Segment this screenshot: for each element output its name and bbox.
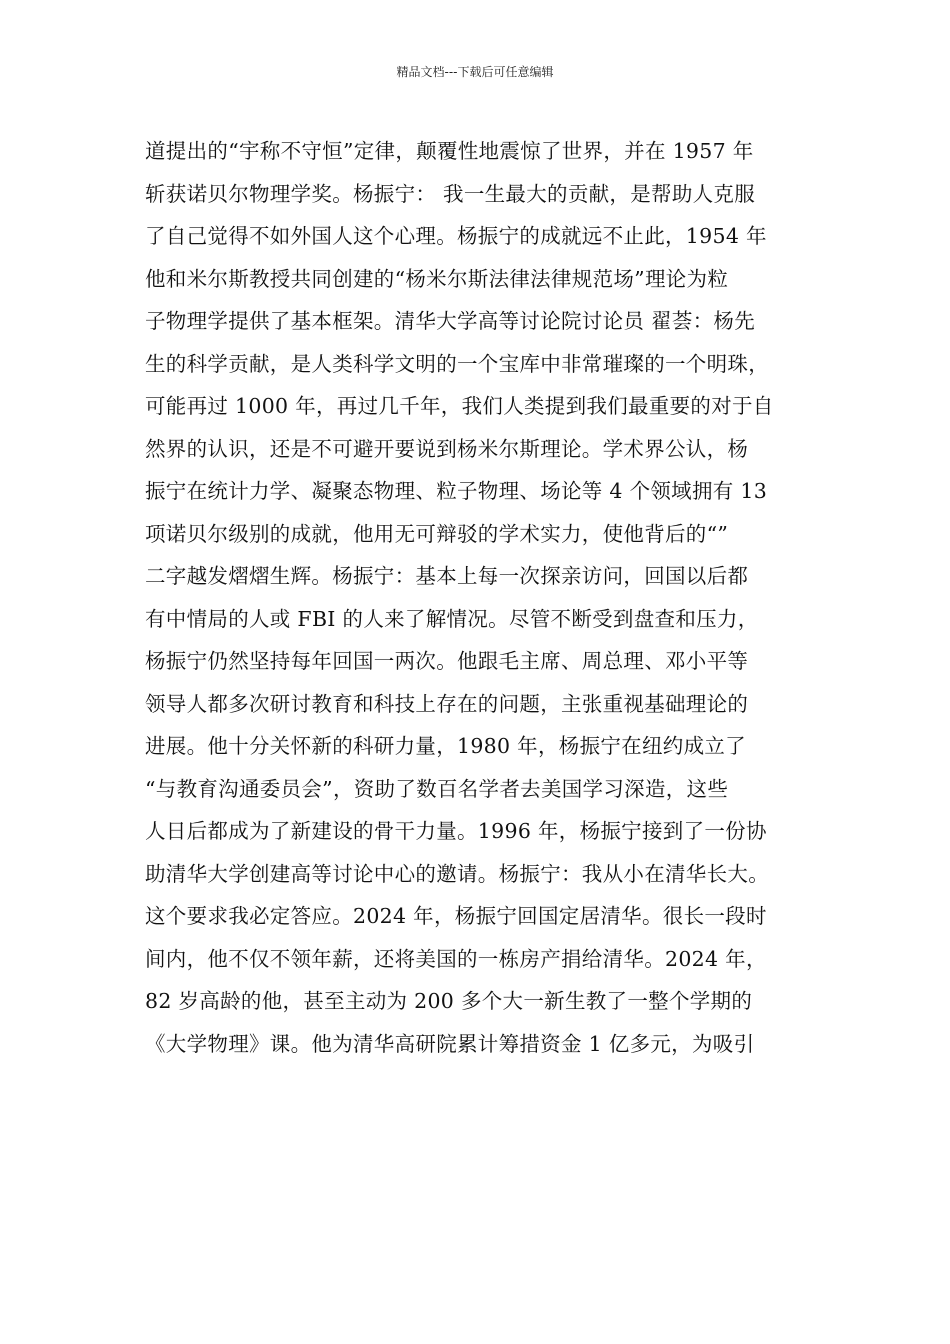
text-line: 了自己觉得不如外国人这个心理。杨振宁的成就远不止此，1954 年 [145,224,767,248]
text-line: 杨振宁仍然坚持每年回国一两次。他跟毛主席、周总理、邓小平等 [145,649,749,673]
text-line: “与教育沟通委员会”，资助了数百名学者去美国学习深造，这些 [145,776,729,801]
text-line: 他和米尔斯教授共同创建的“杨米尔斯法律法律规范场”理论为粒 [145,266,729,291]
text-line: 领导人都多次研讨教育和科技上存在的问题，主张重视基础理论的 [145,691,749,716]
text-line: 斩获诺贝尔物理学奖。杨振宁： 我一生最大的贡献，是帮助人克服 [145,181,756,206]
text-line: 82 岁高龄的他，甚至主动为 200 多个大一新生教了一整个学期的 [145,989,753,1013]
text-line: 然界的认识，还是不可避开要说到杨米尔斯理论。学术界公认，杨 [145,436,749,461]
text-line: 子物理学提供了基本框架。清华大学高等讨论院讨论员 翟荟：杨先 [145,309,756,333]
text-line: 这个要求我必定答应。2024 年，杨振宁回国定居清华。很长一段时 [145,904,767,928]
text-line: 有中情局的人或 FBI 的人来了解情况。尽管不断受到盘查和压力， [145,606,759,631]
text-line: 间内，他不仅不领年薪，还将美国的一栋房产捐给清华。2024 年， [145,946,767,971]
text-line: 可能再过 1000 年，再过几千年，我们人类提到我们最重要的对于自 [145,394,774,418]
text-line: 振宁在统计力学、凝聚态物理、粒子物理、场论等 4 个领域拥有 13 [145,479,768,503]
page-header: 精品文档---下载后可任意编辑 [396,65,554,79]
text-line: 《大学物理》课。他为清华高研院累计筹措资金 1 亿多元，为吸引 [145,1031,755,1056]
text-line: 二字越发熠熠生辉。杨振宁：基本上每一次探亲访问，回国以后都 [145,564,749,588]
body-text [145,130,825,1065]
text-line: 道提出的“宇称不守恒”定律，颠覆性地震惊了世界，并在 1957 年 [145,139,754,163]
text-line: 生的科学贡献，是人类科学文明的一个宝库中非常璀璨的一个明珠， [145,351,769,376]
text-line: 进展。他十分关怀新的科研力量，1980 年，杨振宁在纽约成立了 [145,734,746,758]
text-line: 助清华大学创建高等讨论中心的邀请。杨振宁：我从小在清华长大。 [145,861,769,886]
text-line: 人日后都成为了新建设的骨干力量。1996 年，杨振宁接到了一份协 [145,819,767,843]
text-line: 项诺贝尔级别的成就，他用无可辩驳的学术实力，使他背后的“” [145,521,729,546]
